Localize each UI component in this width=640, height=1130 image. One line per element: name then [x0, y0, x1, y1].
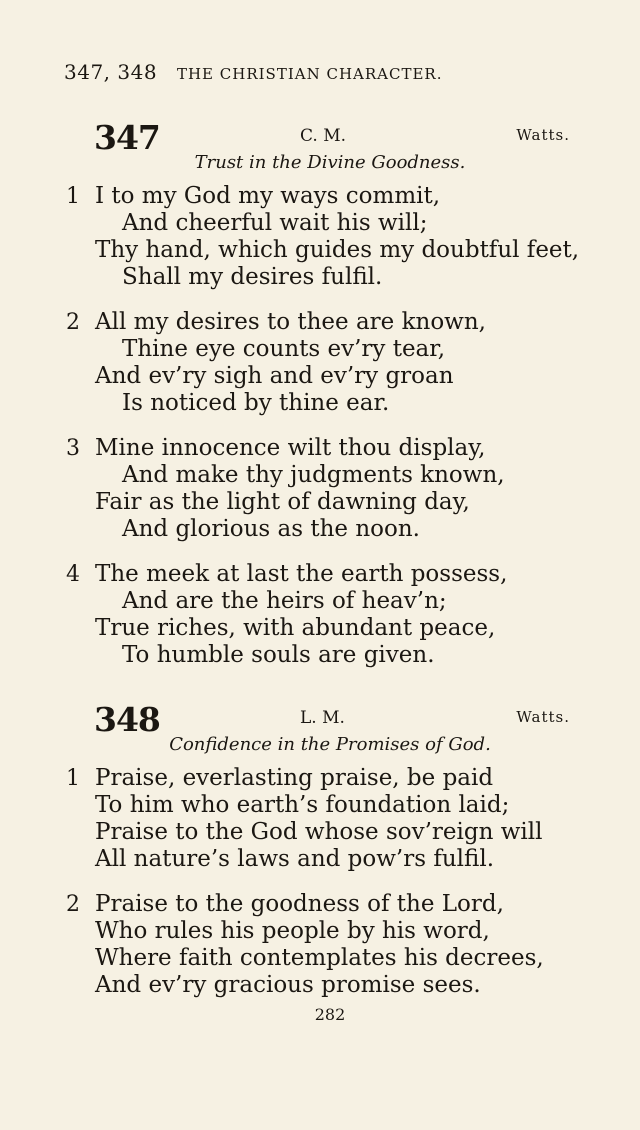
hymn-author: Watts.: [516, 126, 570, 144]
running-head: [64, 60, 574, 84]
hymn-author: Watts.: [516, 708, 570, 726]
verse-line: I to my God my ways commit,: [95, 183, 441, 209]
verse-line: To humble souls are given.: [122, 642, 435, 668]
verse-line: And ev’ry gracious promise sees.: [95, 972, 481, 998]
verse-line: Fair as the light of dawning day,: [95, 489, 470, 515]
verse-line: Thy hand, which guides my doubtful feet,: [95, 237, 580, 263]
verse-line: To him who earth’s foundation laid;: [95, 792, 510, 818]
hymn-subtitle: Confidence in the Promises of God.: [169, 734, 491, 755]
verse-number: 3: [66, 436, 80, 461]
hymn-number: 348: [94, 700, 160, 739]
verse-number: 2: [66, 310, 80, 335]
verse-line: Where faith contemplates his decrees,: [95, 945, 544, 971]
verse-line: And make thy judgments known,: [122, 462, 505, 488]
verse-line: Praise, everlasting praise, be paid: [95, 765, 494, 791]
verse-line: All my desires to thee are known,: [95, 309, 486, 335]
verse-line: Thine eye counts ev’ry tear,: [122, 336, 446, 362]
verse-line: Mine innocence wilt thou display,: [95, 435, 486, 461]
hymn-meter: C. M.: [300, 126, 347, 146]
verse-line: True riches, with abundant peace,: [95, 615, 496, 641]
verse-number: 4: [66, 562, 80, 587]
verse-number: 1: [66, 184, 80, 209]
hymn-meter: L. M.: [300, 708, 345, 728]
verse-line: And ev’ry sigh and ev’ry groan: [95, 363, 454, 389]
verse-number: 2: [66, 892, 80, 917]
page-number: 282: [314, 1005, 346, 1024]
verse-line: Shall my desires fulfil.: [122, 264, 383, 290]
verse-line: Praise to the God whose sov’reign will: [95, 819, 543, 845]
hymn-subtitle: Trust in the Divine Goodness.: [194, 152, 466, 173]
verse-line: And cheerful wait his will;: [122, 210, 428, 236]
verse-line: The meek at last the earth possess,: [95, 561, 508, 587]
verse-line: And glorious as the noon.: [122, 516, 420, 542]
verse-line: Is noticed by thine ear.: [122, 390, 390, 416]
hymn-number: 347: [94, 118, 160, 157]
verse-line: All nature’s laws and pow’rs fulfil.: [95, 846, 495, 872]
verse-line: And are the heirs of heav’n;: [122, 588, 447, 614]
verse-number: 1: [66, 766, 80, 791]
running-head-title: THE CHRISTIAN CHARACTER.: [176, 65, 443, 83]
running-head-hymn-numbers: 347, 348: [64, 60, 158, 84]
verse-line: Who rules his people by his word,: [95, 918, 490, 944]
verse-line: Praise to the goodness of the Lord,: [95, 891, 504, 917]
